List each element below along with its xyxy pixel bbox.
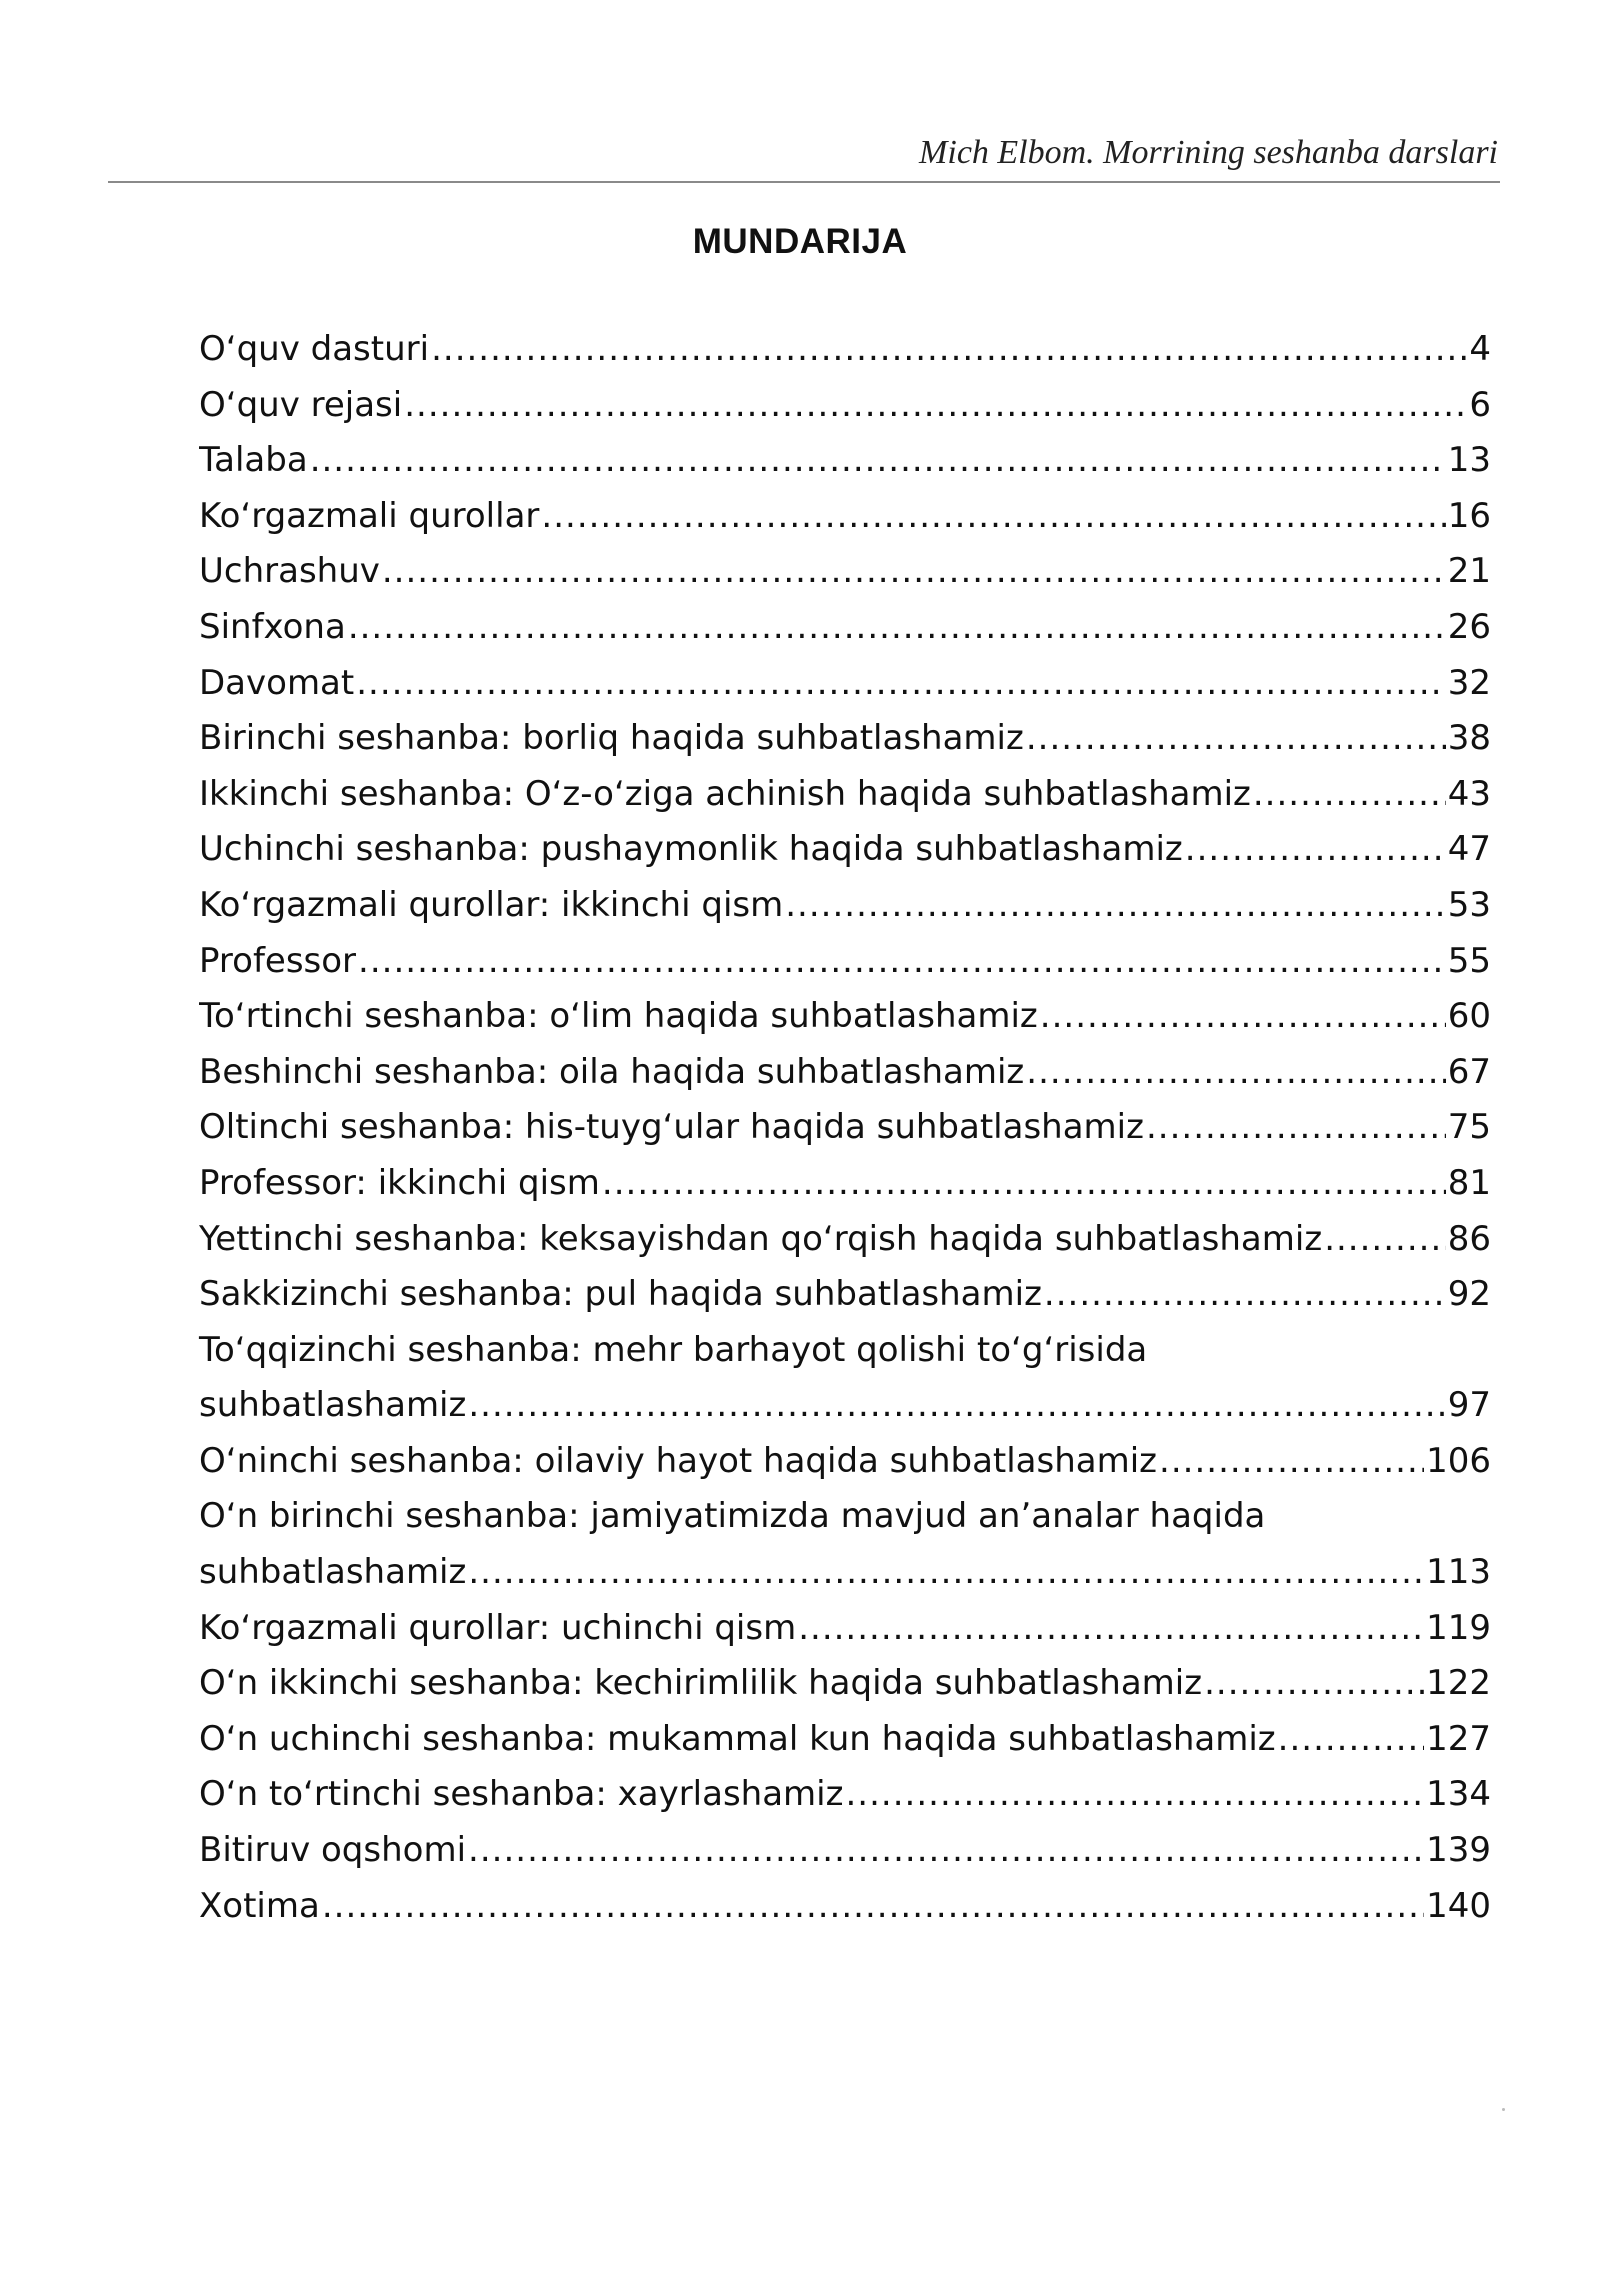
toc-entry[interactable] xyxy=(199,1489,1491,1600)
toc-entry-line xyxy=(199,378,1491,434)
toc-entry-line xyxy=(199,656,1491,712)
toc-entry-title: Uchrashuv xyxy=(199,551,380,592)
toc-entry[interactable] xyxy=(199,989,1491,1045)
toc-page-number: 113 xyxy=(1426,1552,1491,1593)
dot-leader xyxy=(1026,711,1446,767)
toc-entry-line xyxy=(199,1100,1491,1156)
toc-entry-line xyxy=(199,1712,1491,1768)
toc-entry-title: O‘n ikkinchi seshanba: kechirimlilik haqida suhbatlashamiz xyxy=(199,1663,1203,1704)
toc-entry-line xyxy=(199,1267,1491,1323)
dot-leader xyxy=(358,934,1446,990)
toc-entry-title: O‘n uchinchi seshanba: mukammal kun haqida suhbatlashamiz xyxy=(199,1718,1276,1759)
toc-page-number: 92 xyxy=(1447,1274,1491,1315)
toc-entry-title: Ko‘rgazmali qurollar: uchinchi qism xyxy=(199,1607,797,1648)
toc-entry[interactable] xyxy=(199,1267,1491,1323)
toc-entry-title: Talaba xyxy=(199,440,308,481)
toc-page-number: 75 xyxy=(1447,1107,1491,1148)
toc-page-number: 26 xyxy=(1447,606,1491,647)
toc-entry[interactable] xyxy=(199,1601,1491,1657)
dot-leader xyxy=(1278,1712,1424,1768)
toc-entry-title: To‘rtinchi seshanba: o‘lim haqida suhbatlashamiz xyxy=(199,996,1038,1037)
table-of-contents xyxy=(199,322,1491,1934)
toc-entry-title: Yettinchi seshanba: keksayishdan qo‘rqish haqida suhbatlashamiz xyxy=(199,1218,1323,1259)
toc-entry-title: Professor xyxy=(199,940,357,981)
toc-entry-title: suhbatlashamiz xyxy=(199,1385,467,1426)
toc-entry-line xyxy=(199,489,1491,545)
toc-page-number: 43 xyxy=(1447,773,1491,814)
toc-entry-title: Ikkinchi seshanba: O‘z-o‘ziga achinish haqida suhbatlashamiz xyxy=(199,773,1251,814)
toc-entry[interactable] xyxy=(199,656,1491,712)
dot-leader xyxy=(348,600,1446,656)
toc-page-number: 140 xyxy=(1426,1885,1491,1926)
toc-entry-line xyxy=(199,1045,1491,1101)
toc-entry-title-line: O‘n birinchi seshanba: jamiyatimizda mavjud an’analar haqida xyxy=(199,1496,1266,1537)
toc-entry[interactable] xyxy=(199,1323,1491,1434)
toc-page-number: 53 xyxy=(1447,884,1491,925)
dot-leader xyxy=(602,1156,1446,1212)
dot-leader xyxy=(322,1879,1424,1935)
toc-page-number: 67 xyxy=(1447,1051,1491,1092)
toc-page-number: 86 xyxy=(1447,1218,1491,1259)
toc-entry-line xyxy=(199,767,1491,823)
toc-entry-line xyxy=(199,1601,1491,1657)
toc-page-number: 134 xyxy=(1426,1774,1491,1815)
dot-leader xyxy=(1146,1100,1446,1156)
toc-entry-title: Davomat xyxy=(199,662,355,703)
dot-leader xyxy=(798,1601,1424,1657)
toc-entry[interactable] xyxy=(199,934,1491,990)
toc-page-number: 122 xyxy=(1426,1663,1491,1704)
dot-leader xyxy=(845,1767,1424,1823)
toc-entry-line xyxy=(199,322,1491,378)
toc-entry-line xyxy=(199,1434,1491,1490)
dot-leader xyxy=(310,433,1446,489)
toc-entry[interactable] xyxy=(199,711,1491,767)
toc-entry[interactable] xyxy=(199,822,1491,878)
toc-page-number: 81 xyxy=(1447,1162,1491,1203)
toc-page-number: 6 xyxy=(1469,384,1491,425)
toc-entry[interactable] xyxy=(199,378,1491,434)
toc-entry-title: Sakkizinchi seshanba: pul haqida suhbatlashamiz xyxy=(199,1274,1042,1315)
toc-entry[interactable] xyxy=(199,1045,1491,1101)
toc-page-number: 60 xyxy=(1447,996,1491,1037)
toc-page-number: 47 xyxy=(1447,829,1491,870)
toc-entry-title: Ko‘rgazmali qurollar: ikkinchi qism xyxy=(199,884,784,925)
toc-page-number: 55 xyxy=(1447,940,1491,981)
toc-entry[interactable] xyxy=(199,1879,1491,1935)
toc-entry[interactable] xyxy=(199,433,1491,489)
toc-entry-title: Beshinchi seshanba: oila haqida suhbatlashamiz xyxy=(199,1051,1025,1092)
toc-entry-line xyxy=(199,544,1491,600)
toc-entry-line xyxy=(199,1156,1491,1212)
toc-entry-title: Bitiruv oqshomi xyxy=(199,1830,467,1871)
dot-leader xyxy=(1159,1434,1424,1490)
toc-entry-line xyxy=(199,934,1491,990)
toc-entry-title: Professor: ikkinchi qism xyxy=(199,1162,600,1203)
toc-page-number: 38 xyxy=(1447,718,1491,759)
toc-entry-title: Oltinchi seshanba: his-tuyg‘ular haqida suhbatlashamiz xyxy=(199,1107,1144,1148)
toc-page-number: 16 xyxy=(1447,495,1491,536)
toc-entry[interactable] xyxy=(199,489,1491,545)
toc-page-number: 21 xyxy=(1447,551,1491,592)
toc-entry-line xyxy=(199,433,1491,489)
toc-entry[interactable] xyxy=(199,878,1491,934)
toc-page-number: 139 xyxy=(1426,1830,1491,1871)
toc-entry[interactable] xyxy=(199,600,1491,656)
toc-entry[interactable] xyxy=(199,1434,1491,1490)
toc-entry-line xyxy=(199,711,1491,767)
dot-leader xyxy=(1040,989,1446,1045)
dot-leader xyxy=(382,544,1446,600)
toc-entry-title: Birinchi seshanba: borliq haqida suhbatlashamiz xyxy=(199,718,1024,759)
toc-entry[interactable] xyxy=(199,1712,1491,1768)
toc-page-number: 127 xyxy=(1426,1718,1491,1759)
dot-leader xyxy=(431,322,1467,378)
dot-leader xyxy=(1324,1212,1446,1268)
toc-entry[interactable] xyxy=(199,1156,1491,1212)
dot-leader xyxy=(356,656,1446,712)
toc-entry-line xyxy=(199,1212,1491,1268)
toc-entry-line xyxy=(199,878,1491,934)
toc-entry[interactable] xyxy=(199,544,1491,600)
dot-leader xyxy=(1185,822,1446,878)
page-title: MUNDARIJA xyxy=(692,222,908,261)
toc-entry-line xyxy=(199,600,1491,656)
dot-leader xyxy=(468,1545,1424,1601)
toc-entry-line xyxy=(199,1545,1491,1601)
toc-entry[interactable] xyxy=(199,1823,1491,1879)
dot-leader xyxy=(1253,767,1446,823)
toc-entry-line xyxy=(199,1767,1491,1823)
toc-page-number: 4 xyxy=(1469,329,1491,369)
toc-entry-line xyxy=(199,822,1491,878)
toc-page-number: 13 xyxy=(1447,440,1491,481)
toc-entry-title: O‘n to‘rtinchi seshanba: xayrlashamiz xyxy=(199,1774,844,1815)
toc-entry-line xyxy=(199,1879,1491,1935)
toc-entry-title: suhbatlashamiz xyxy=(199,1552,467,1593)
dot-leader xyxy=(1026,1045,1445,1101)
toc-entry-title: Sinfxona xyxy=(199,606,346,647)
running-head: Mich Elbom. Morrining seshanba darslari xyxy=(919,134,1498,171)
dot-leader xyxy=(468,1823,1424,1879)
dot-leader xyxy=(785,878,1446,934)
dot-leader xyxy=(541,489,1445,545)
header-rule xyxy=(108,181,1500,183)
toc-entry[interactable] xyxy=(199,767,1491,823)
dot-leader xyxy=(1044,1267,1446,1323)
toc-entry-title: O‘ninchi seshanba: oilaviy hayot haqida suhbatlashamiz xyxy=(199,1440,1158,1481)
toc-entry-title-line: To‘qqizinchi seshanba: mehr barhayot qolishi to‘g‘risida xyxy=(199,1329,1148,1370)
toc-page-number: 97 xyxy=(1447,1385,1491,1426)
toc-entry-line xyxy=(199,989,1491,1045)
toc-entry-title: O‘quv dasturi xyxy=(199,329,430,369)
toc-entry-title: Ko‘rgazmali qurollar xyxy=(199,495,540,536)
toc-entry-line xyxy=(199,1823,1491,1879)
page-speck xyxy=(1502,2108,1505,2111)
dot-leader xyxy=(1204,1656,1424,1712)
toc-entry[interactable] xyxy=(199,1100,1491,1156)
dot-leader xyxy=(404,378,1467,434)
toc-entry-line xyxy=(199,1378,1491,1434)
toc-entry-title: Xotima xyxy=(199,1885,320,1926)
toc-entry-title: Uchinchi seshanba: pushaymonlik haqida suhbatlashamiz xyxy=(199,829,1183,870)
dot-leader xyxy=(468,1378,1445,1434)
toc-entry[interactable] xyxy=(199,322,1491,378)
toc-entry[interactable] xyxy=(199,1767,1491,1823)
toc-page-number: 32 xyxy=(1447,662,1491,703)
toc-entry-title: O‘quv rejasi xyxy=(199,384,403,425)
toc-page-number: 106 xyxy=(1426,1440,1491,1481)
toc-entry-line xyxy=(199,1656,1491,1712)
toc-page-number: 119 xyxy=(1426,1607,1491,1648)
toc-entry[interactable] xyxy=(199,1212,1491,1268)
toc-entry[interactable] xyxy=(199,1656,1491,1712)
